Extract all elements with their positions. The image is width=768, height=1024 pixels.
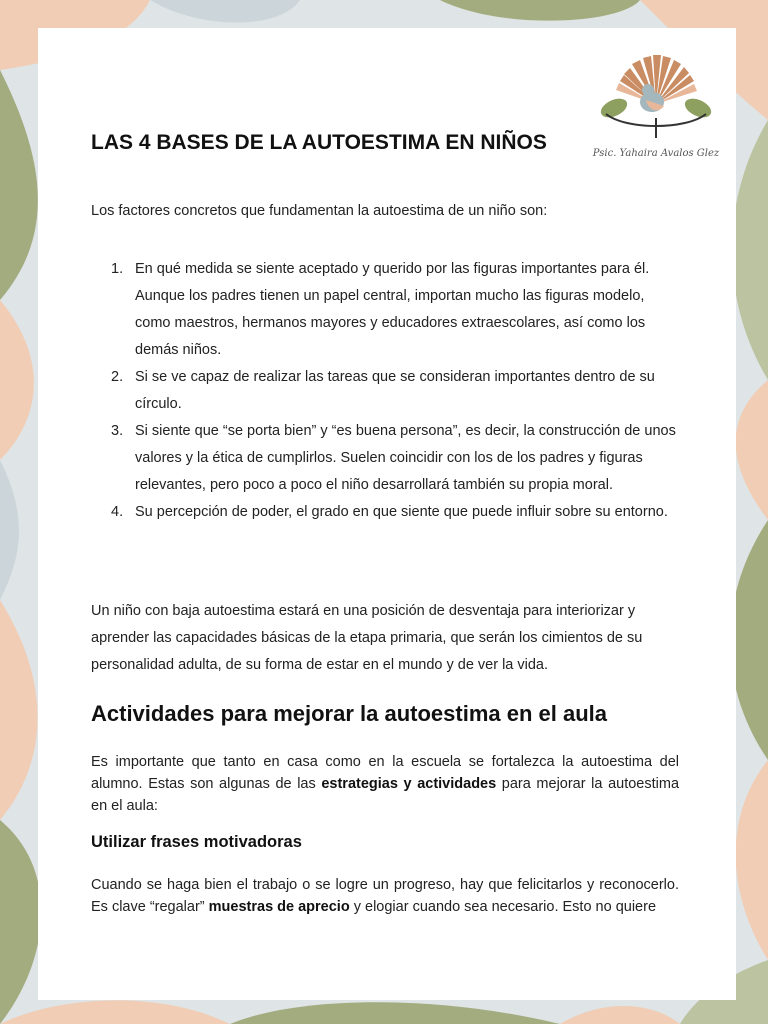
list-number: 2. [111, 369, 124, 385]
low-esteem-paragraph: Un niño con baja autoestima estará en una posición de desventaja para interiorizar y aprender las capacidades básicas de la etapa primaria, que serán los cimientos de su personalidad adulta, de su forma de estar en el mundo y de ver la vida. [91, 603, 643, 673]
bird-sunburst-logo-icon [586, 34, 726, 164]
list-item [91, 499, 681, 526]
sub-paragraph-text-end: y elogiar cuando sea necesario. Esto no quiere [349, 899, 657, 915]
list-number: 1. [111, 261, 124, 277]
bases-list [91, 256, 681, 526]
section-intro-paragraph [91, 751, 679, 817]
list-text: En qué medida se siente aceptado y querido por las figuras importantes para él. Aunque los padres tienen un papel central, importan mucho las figuras modelo, como maestros, hermanos mayores y educadores extraescolares, así como los demás niños. [135, 261, 650, 358]
section-intro-text-end: para mejorar la autoestima en el aula: [91, 776, 680, 814]
intro-text: Los factores concretos que fundamentan la autoestima de un niño son: [91, 203, 548, 219]
list-item [91, 364, 681, 418]
logo-signature: Psic. Yahaira Avalos Glez [592, 148, 720, 159]
page-title: LAS 4 BASES DE LA AUTOESTIMA EN NIÑOS [91, 131, 547, 154]
list-number: 3. [111, 423, 124, 439]
list-text: Si siente que “se porta bien” y “es buena persona”, es decir, la construcción de unos valores y la ética de cumplirlos. Suelen coincidir con los de los padres y figuras relevantes, pero poco a poco el niño desarrollará también su propia moral. [135, 423, 676, 493]
sub-paragraph [91, 874, 679, 918]
document-page [38, 28, 736, 1000]
sub-paragraph-bold: muestras de aprecio [208, 899, 350, 915]
section-intro-bold: estrategias y actividades [321, 776, 497, 792]
sub-paragraph-text: Cuando se haga bien el trabajo o se logre un progreso, hay que felicitarlos y reconocerlo. Es clave “regalar” [91, 877, 679, 915]
list-item [91, 256, 681, 364]
section-heading: Actividades para mejorar la autoestima en el aula [91, 701, 607, 726]
subheading: Utilizar frases motivadoras [91, 833, 302, 851]
list-item [91, 418, 681, 499]
list-number: 4. [111, 504, 124, 520]
list-text: Su percepción de poder, el grado en que siente que puede influir sobre su entorno. [135, 504, 668, 520]
list-text: Si se ve capaz de realizar las tareas que se consideran importantes dentro de su círculo. [135, 369, 655, 412]
section-intro-text: Es importante que tanto en casa como en la escuela se fortalezca la autoestima del alumno. Estas son algunas de las [91, 754, 679, 792]
